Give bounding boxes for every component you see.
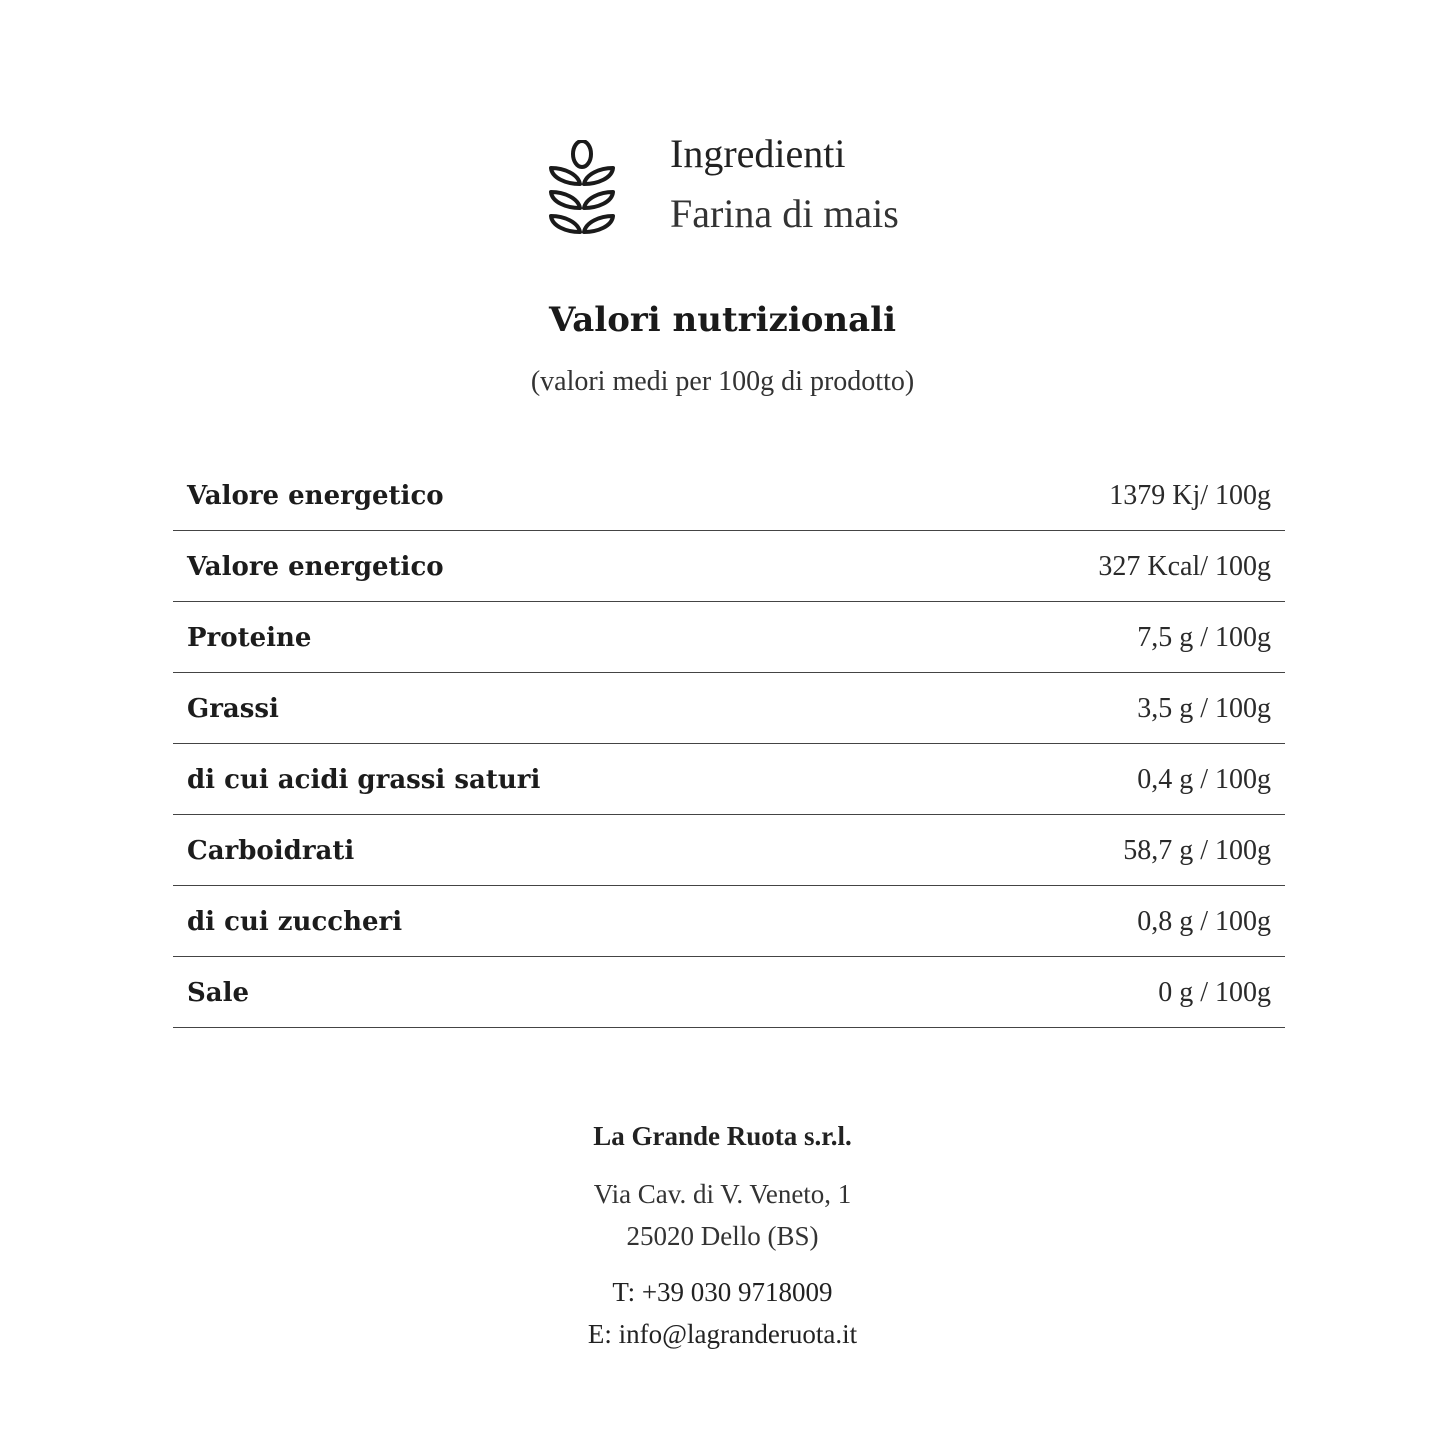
ingredients-title: Ingredienti: [670, 131, 846, 176]
table-row: [173, 531, 1285, 602]
table-row: [173, 744, 1285, 815]
ingredients-section: [540, 128, 960, 248]
nutrient-value: 3,5 g / 100g: [1137, 693, 1271, 724]
nutrient-label: di cui zuccheri: [187, 907, 403, 937]
nutrient-value: 58,7 g / 100g: [1123, 835, 1271, 866]
phone-number: T: +39 030 9718009: [612, 1277, 833, 1307]
nutrient-value: 0 g / 100g: [1158, 977, 1271, 1008]
nutrient-label: Grassi: [187, 694, 279, 724]
nutrient-label: Carboidrati: [187, 836, 355, 866]
nutrient-label: di cui acidi grassi saturi: [187, 765, 541, 795]
company-name: La Grande Ruota s.r.l.: [593, 1121, 852, 1151]
ingredients-value: Farina di mais: [670, 191, 899, 236]
table-row: [173, 886, 1285, 957]
nutrient-label: Sale: [187, 978, 250, 1008]
nutrition-table: [173, 460, 1285, 1028]
wheat-icon: [546, 140, 618, 244]
nutrient-label: Valore energetico: [187, 481, 444, 511]
address-line-2: 25020 Dello (BS): [626, 1221, 819, 1251]
nutrient-value: 7,5 g / 100g: [1137, 622, 1271, 653]
address-line-1: Via Cav. di V. Veneto, 1: [593, 1179, 852, 1209]
email-address: E: info@lagranderuota.it: [587, 1319, 858, 1349]
nutrient-value: 1379 Kj/ 100g: [1109, 480, 1271, 511]
nutrition-subtitle: (valori medi per 100g di prodotto): [530, 366, 915, 397]
nutrient-label: Proteine: [187, 623, 312, 653]
table-row: [173, 957, 1285, 1028]
nutrient-value: 0,8 g / 100g: [1137, 906, 1271, 937]
table-row: [173, 602, 1285, 673]
nutrient-value: 327 Kcal/ 100g: [1098, 551, 1271, 582]
table-row: [173, 673, 1285, 744]
nutrient-value: 0,4 g / 100g: [1137, 764, 1271, 795]
nutrient-label: Valore energetico: [187, 552, 444, 582]
table-row: [173, 815, 1285, 886]
nutrition-title: Valori nutrizionali: [548, 300, 896, 340]
table-row: [173, 460, 1285, 531]
